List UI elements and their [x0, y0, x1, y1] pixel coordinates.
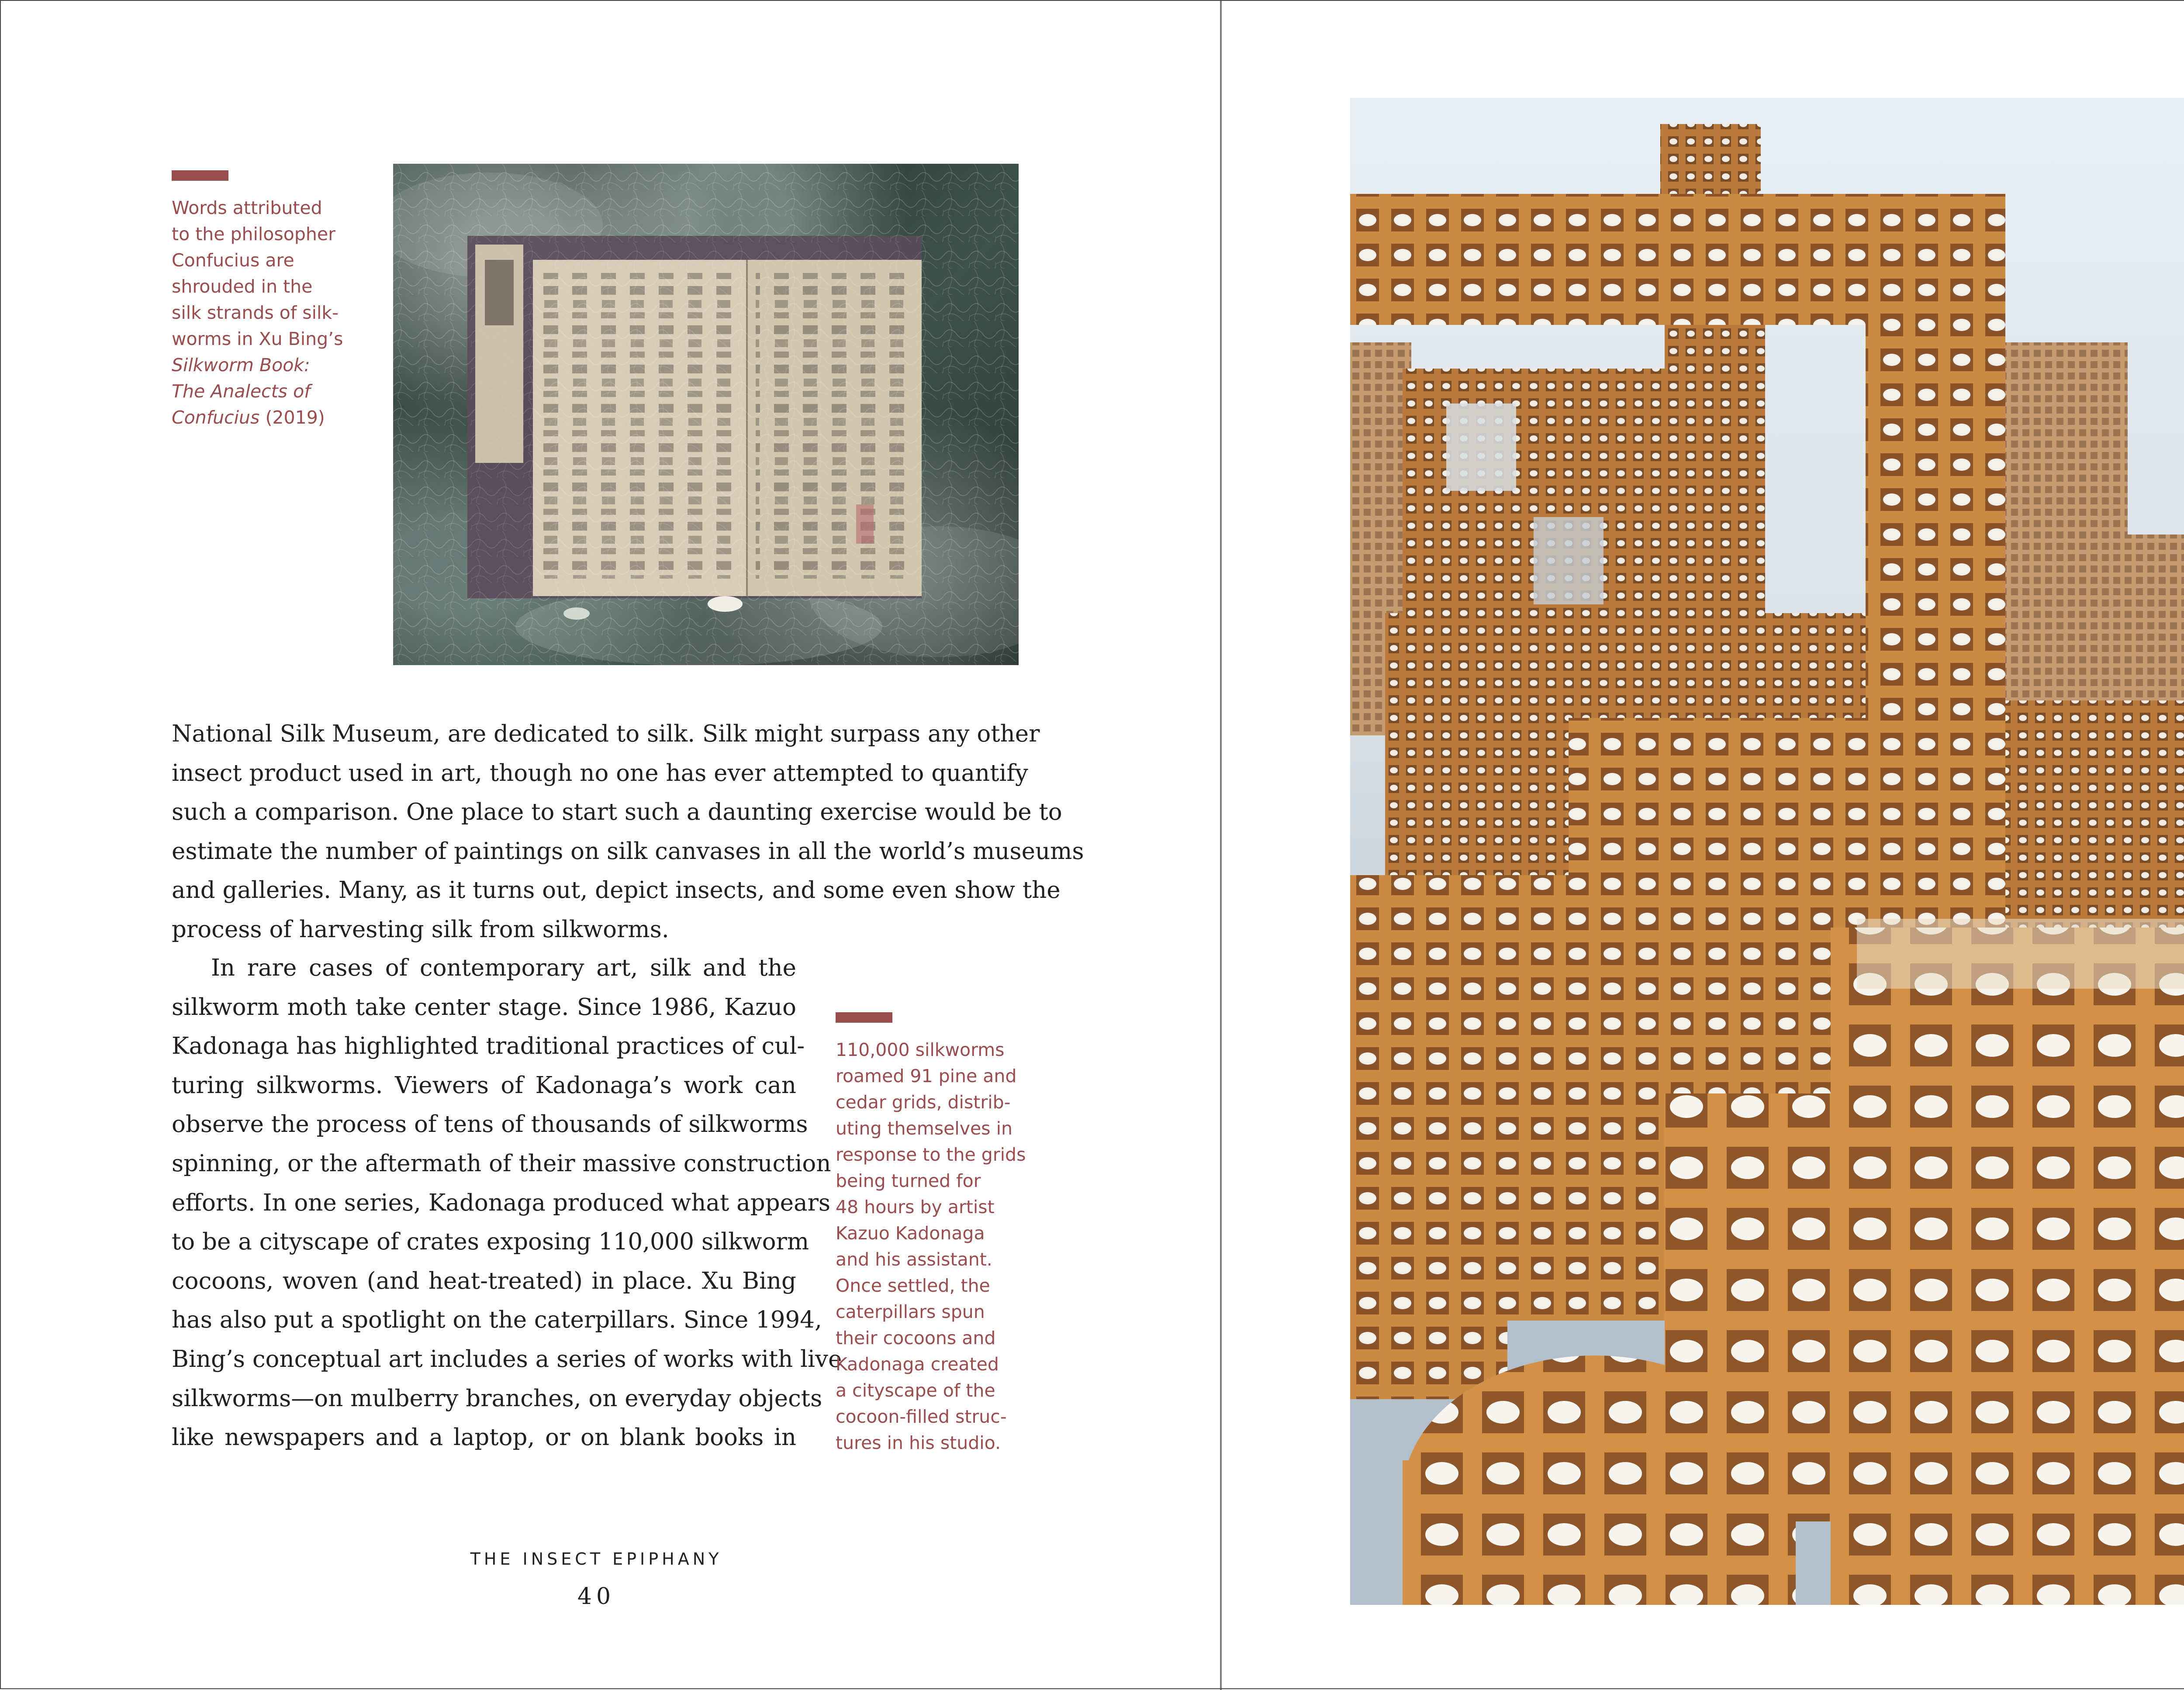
text-line: estimate the number of paintings on silk canvases in all the world’s museums — [172, 838, 1084, 865]
page-number: 40 — [577, 1583, 615, 1610]
text-line: In rare cases of contemporary art, silk and the — [211, 955, 796, 981]
text-line: efforts. In one series, Kadonaga produced what appears — [172, 1189, 831, 1216]
text-line: cocoons, woven (and heat-treated) in place. Xu Bing — [172, 1267, 796, 1294]
caption-line: Kazuo Kadonaga — [836, 1223, 985, 1244]
caption-line: and his assistant. — [836, 1249, 992, 1270]
text-line: insect product used in art, though no one has ever attempted to quantify — [172, 759, 1028, 786]
photo-caption-side — [836, 1037, 1026, 1456]
caption-line: to the philosopher — [172, 224, 335, 245]
caption-line: shrouded in the — [172, 276, 313, 297]
text-line: National Silk Museum, are dedicated to silk. Silk might surpass any other — [172, 721, 1040, 747]
artwork-title: The Analects of — [172, 381, 311, 402]
caption-line: roamed 91 pine and — [836, 1066, 1017, 1086]
text-line: Bing’s conceptual art includes a series of works with live — [172, 1345, 842, 1373]
caption-line: worms in Xu Bing’s — [172, 328, 343, 349]
text-line: silkworms—on mulberry branches, on everyday objects — [172, 1385, 822, 1412]
text-line: silkworm moth take center stage. Since 1986, Kazuo — [172, 993, 796, 1021]
text-line: turing silkworms. Viewers of Kadonaga’s work can — [172, 1072, 796, 1099]
text-line: like newspapers and a laptop, or on blank books in — [172, 1424, 796, 1451]
silkworm-book-photo — [393, 164, 1019, 665]
cocoon-cityscape-illustration — [1350, 98, 2184, 1605]
text-line: observe the process of tens of thousands of silkworms — [172, 1111, 808, 1138]
caption-line: Once settled, the — [836, 1275, 990, 1296]
caption-line: cocoon-filled struc- — [836, 1406, 1007, 1427]
text-line: to be a cityscape of crates exposing 110,000 silkworm — [172, 1228, 809, 1255]
text-line: has also put a spotlight on the caterpillars. Since 1994, — [172, 1307, 822, 1334]
caption-line: tures in his studio. — [836, 1432, 1001, 1453]
body-paragraph-narrow — [172, 948, 842, 1457]
text-line: Kadonaga has highlighted traditional practices of cul- — [172, 1033, 805, 1060]
caption-line: a cityscape of the — [836, 1380, 995, 1401]
caption-line: silk strands of silk- — [172, 302, 339, 323]
caption-line: cedar grids, distrib- — [836, 1092, 1011, 1113]
caption-line: Kadonaga created — [836, 1354, 999, 1375]
caption-line: Confucius are — [172, 250, 294, 271]
caption-line: their cocoons and — [836, 1328, 996, 1349]
caption-accent-rule — [836, 1012, 892, 1023]
artwork-year: (2019) — [259, 407, 325, 428]
artwork-title: Confucius — [172, 407, 260, 428]
caption-line: response to the grids — [836, 1144, 1026, 1165]
caption-accent-rule — [172, 170, 228, 181]
text-line: spinning, or the aftermath of their massive construction — [172, 1150, 831, 1177]
caption-line: 110,000 silkworms — [836, 1039, 1005, 1060]
text-line: and galleries. Many, as it turns out, depict insects, and some even show the — [172, 877, 1061, 904]
caption-line: caterpillars spun — [836, 1301, 985, 1322]
photo-caption-top — [172, 195, 343, 431]
caption-line: being turned for — [836, 1170, 981, 1191]
caption-line: Words attributed — [172, 197, 322, 218]
caption-line: uting themselves in — [836, 1118, 1013, 1139]
text-line: such a comparison. One place to start such a daunting exercise would be to — [172, 799, 1062, 826]
silkworm-book-illustration — [393, 164, 1019, 665]
artwork-title: Silkworm Book: — [172, 355, 310, 376]
body-paragraph-wide — [172, 714, 1084, 949]
text-line: process of harvesting silk from silkworms. — [172, 916, 669, 943]
cocoon-cityscape-photo — [1350, 98, 2184, 1605]
running-head: THE INSECT EPIPHANY — [470, 1549, 722, 1569]
page-gutter — [1220, 0, 1222, 1690]
caption-line: 48 hours by artist — [836, 1197, 995, 1217]
